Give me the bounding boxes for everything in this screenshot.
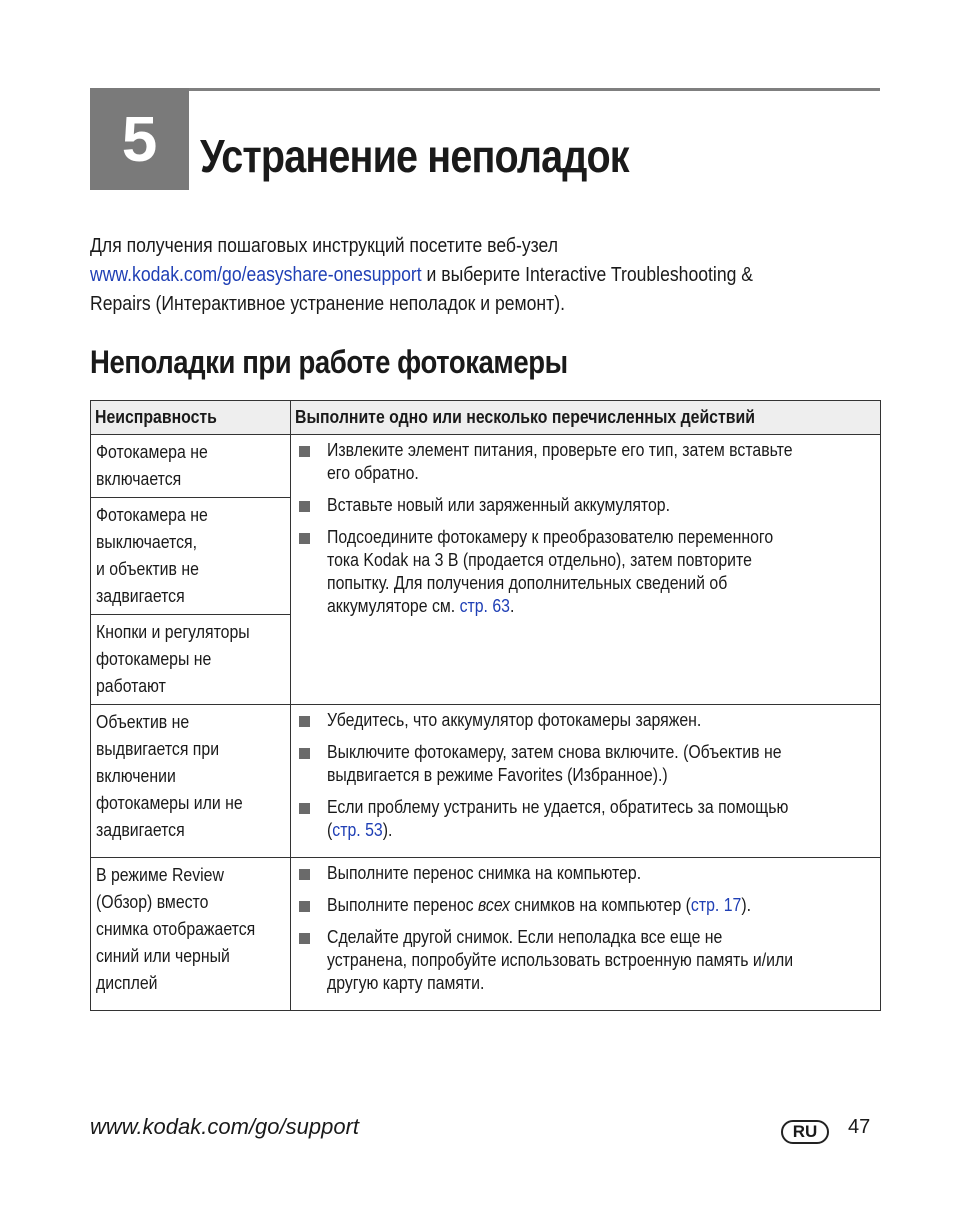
problem-cell: Кнопки и регуляторы фотокамеры не работают	[91, 615, 291, 705]
square-bullet-icon	[299, 748, 310, 759]
header-actions: Выполните одно или несколько перечисленных действий	[291, 401, 881, 435]
list-item: Если проблему устранить не удается, обратитесь за помощью (стр. 53).	[297, 796, 874, 842]
page-link[interactable]: стр. 17	[690, 895, 742, 915]
list-item: Подсоедините фотокамеру к преобразователю переменного тока Kodak на 3 В (продается отдельно), затем повторите попытку. Для получения дополнительных сведений об аккумуляторе см. стр. 63.	[297, 526, 874, 618]
intro-line-2-rest: и выберите Interactive Troubleshooting &	[421, 264, 754, 286]
intro-line-1: Для получения пошаговых инструкций посетите веб-узел	[90, 235, 559, 257]
table-row	[91, 858, 881, 1011]
actions-cell	[291, 705, 881, 858]
problem-cell: Объектив не выдвигается при включении фотокамеры или не задвигается	[91, 705, 291, 858]
intro-line-2	[90, 261, 785, 290]
intro-paragraph	[90, 232, 880, 319]
actions-cell	[291, 435, 881, 705]
problem-cell: В режиме Review (Обзор) вместо снимка отображается синий или черный дисплей	[91, 858, 291, 1011]
action-list	[297, 709, 874, 842]
list-item: Извлеките элемент питания, проверьте его тип, затем вставьте его обратно.	[297, 439, 874, 485]
problem-cell: Фотокамера не включается	[91, 435, 291, 498]
table-row	[91, 705, 881, 858]
square-bullet-icon	[299, 446, 310, 457]
support-link[interactable]: www.kodak.com/go/easyshare-onesupport	[90, 264, 422, 286]
section-title: Неполадки при работе фотокамеры	[90, 344, 568, 380]
header-problem: Неисправность	[91, 401, 291, 435]
page-link[interactable]: стр. 63	[459, 596, 510, 616]
intro-line-3: Repairs (Интерактивное устранение неполадок и ремонт).	[90, 293, 565, 315]
square-bullet-icon	[299, 901, 310, 912]
footer-url: www.kodak.com/go/support	[90, 1114, 360, 1139]
page-link[interactable]: стр. 53	[332, 820, 383, 840]
table-row	[91, 435, 881, 498]
list-item: Выключите фотокамеру, затем снова включите. (Объектив не выдвигается в режиме Favorites (Избранное).)	[297, 741, 874, 787]
actions-cell	[291, 858, 881, 1011]
square-bullet-icon	[299, 501, 310, 512]
square-bullet-icon	[299, 869, 310, 880]
list-item: Убедитесь, что аккумулятор фотокамеры заряжен.	[297, 709, 874, 732]
language-badge: RU	[781, 1120, 829, 1144]
action-list	[297, 439, 874, 618]
page-number: 47	[848, 1116, 871, 1138]
list-item: Сделайте другой снимок. Если неполадка все еще не устранена, попробуйте использовать встроенную память и/или другую карту памяти.	[297, 926, 874, 995]
table-header-row	[91, 401, 881, 435]
chapter-title: Устранение неполадок	[200, 130, 629, 182]
list-item: Вставьте новый или заряженный аккумулятор.	[297, 494, 874, 517]
problem-cell: Фотокамера не выключается, и объектив не задвигается	[91, 498, 291, 615]
list-item: Выполните перенос всех снимков на компьютер (стр. 17).	[297, 894, 874, 917]
action-list	[297, 862, 874, 995]
square-bullet-icon	[299, 933, 310, 944]
square-bullet-icon	[299, 803, 310, 814]
square-bullet-icon	[299, 533, 310, 544]
top-rule	[90, 88, 880, 91]
square-bullet-icon	[299, 716, 310, 727]
list-item: Выполните перенос снимка на компьютер.	[297, 862, 874, 885]
troubleshooting-table	[90, 400, 881, 1011]
chapter-number: 5	[90, 88, 189, 190]
